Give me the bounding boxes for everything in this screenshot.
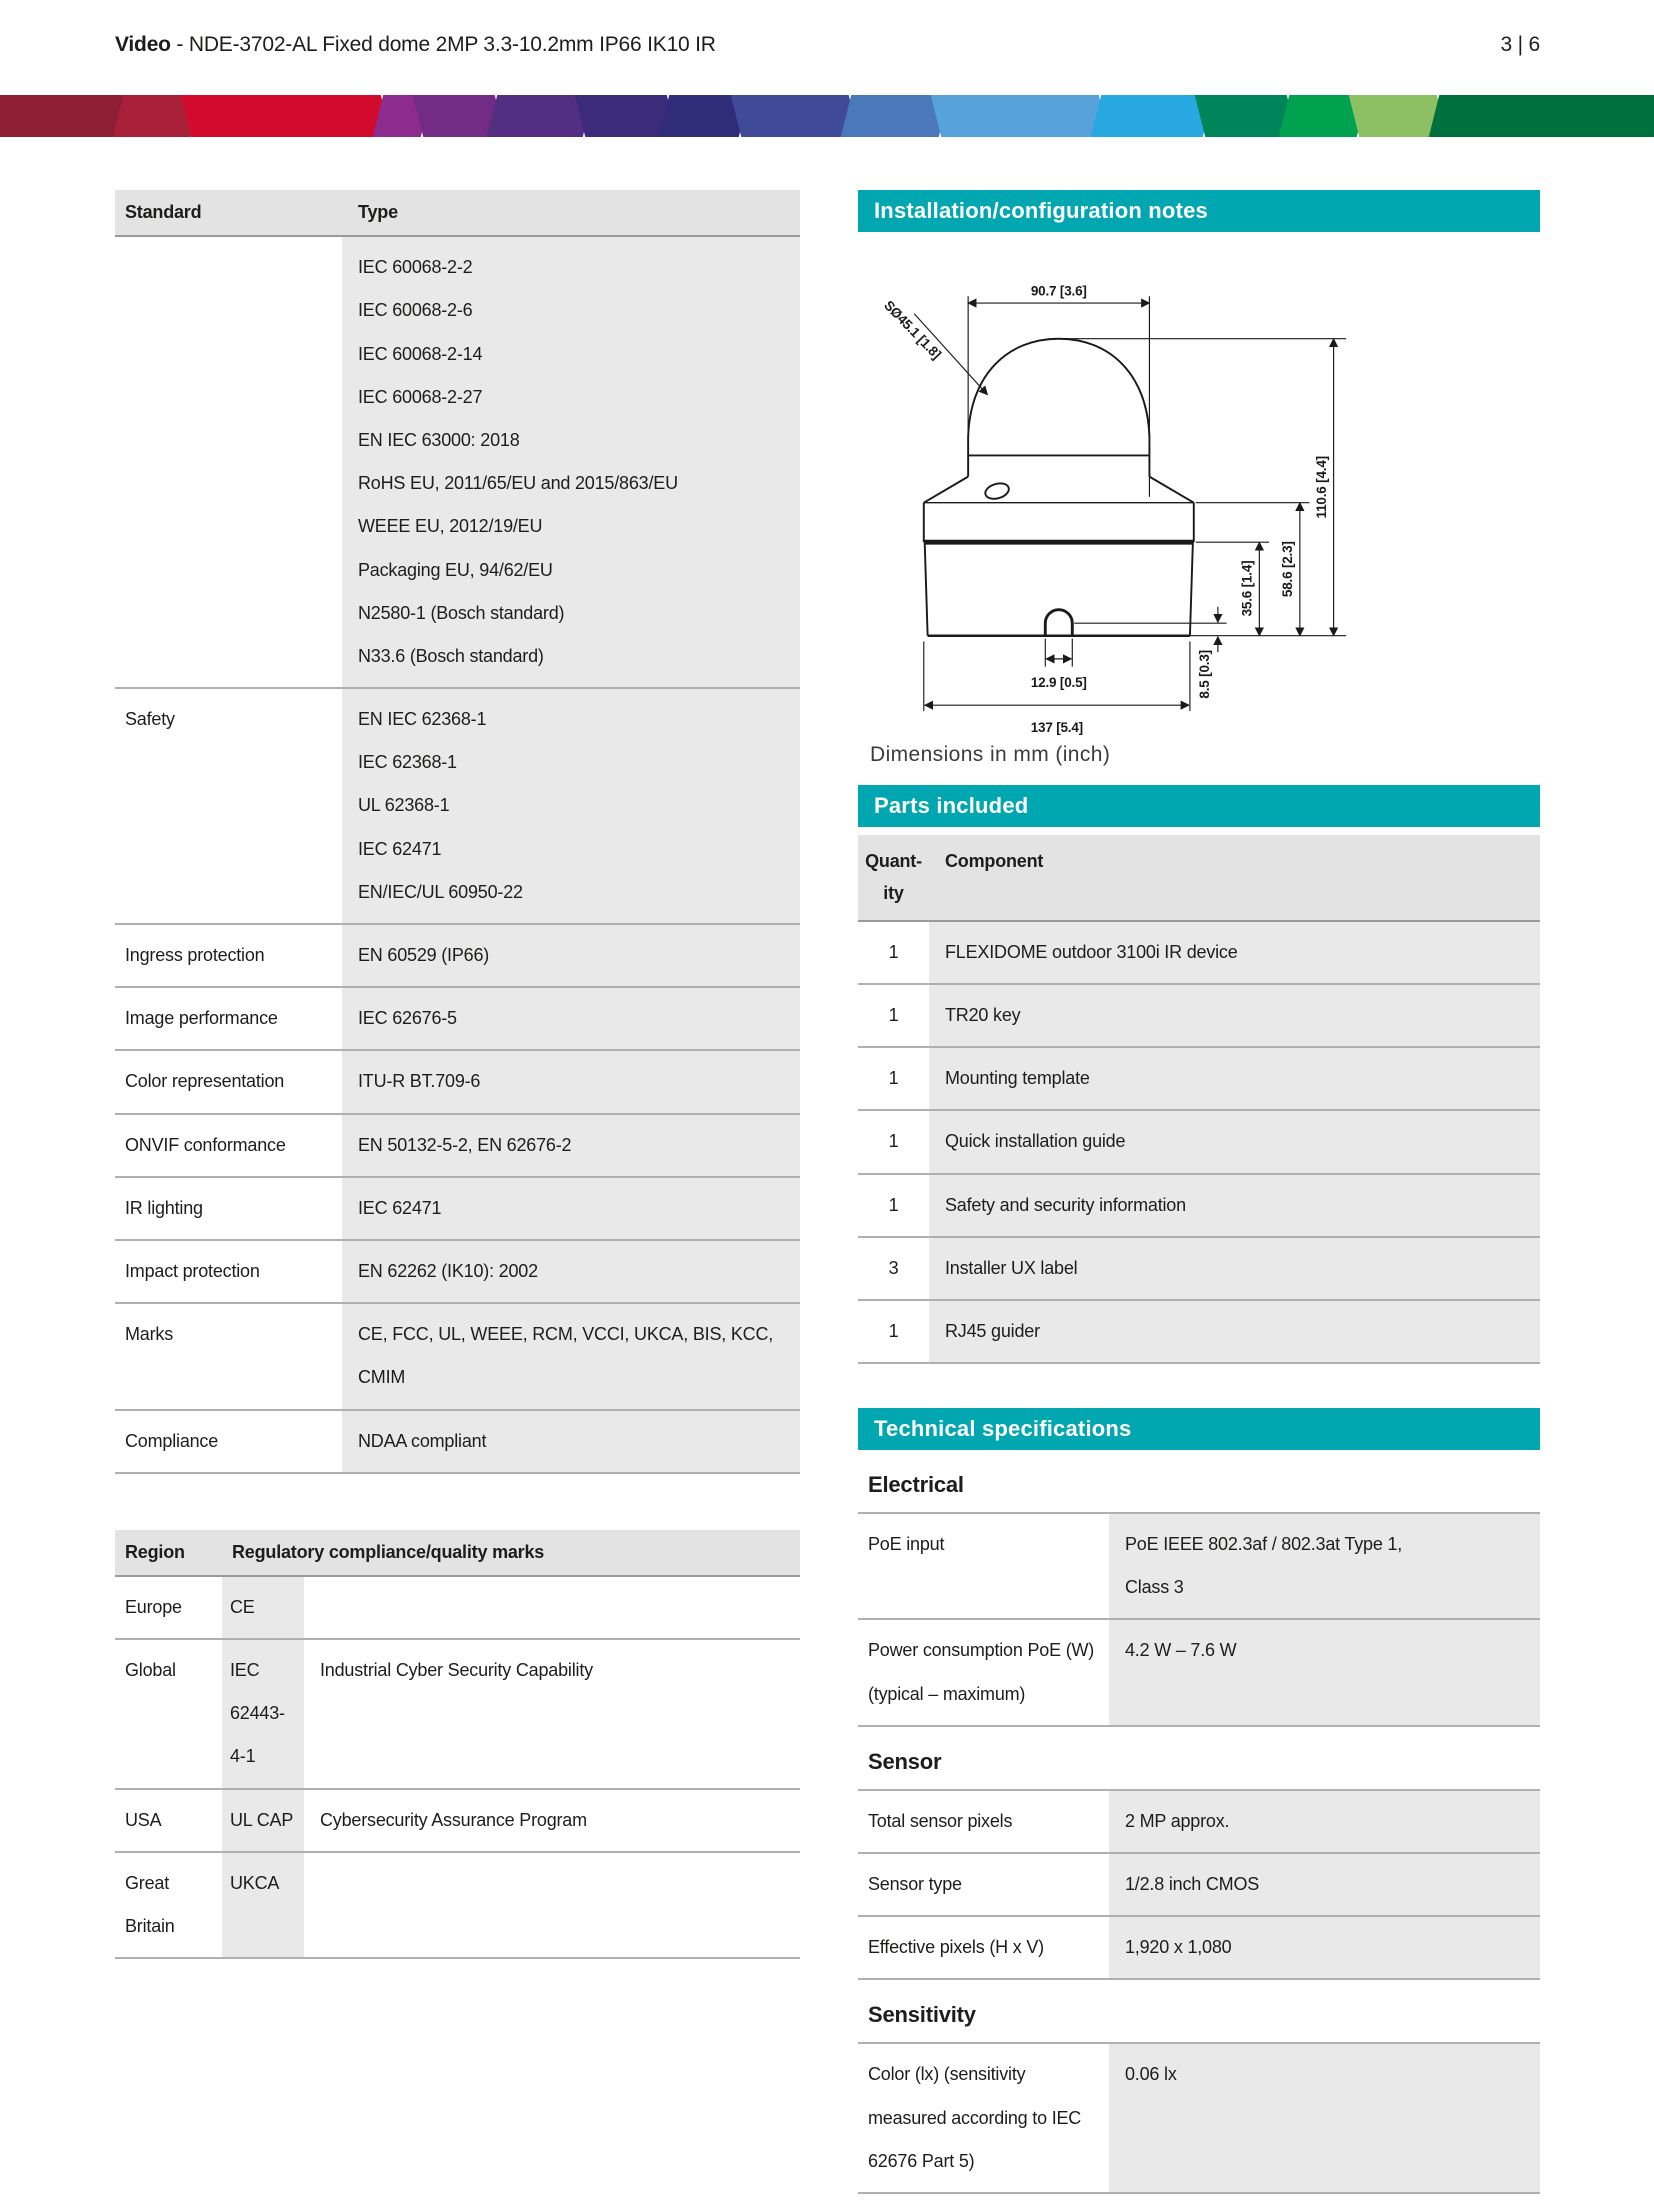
table-row (858, 1048, 1540, 1111)
page-title-separator: - (170, 33, 189, 56)
dim-notch-width: 12.9 [0.5] (1030, 674, 1087, 690)
row-label: IR lighting (125, 1197, 203, 1218)
table-row (115, 1241, 800, 1304)
region-marks: IEC 62443-4-1 (222, 1640, 304, 1788)
table-row (858, 2044, 1540, 2194)
part-component: Mounting template (929, 1048, 1540, 1109)
region-marks: UKCA (222, 1853, 304, 1957)
spec-label: Total sensor pixels (868, 1810, 1013, 1831)
part-quantity: 1 (888, 1131, 899, 1152)
section-title-sensitivity: Sensitivity (868, 2002, 976, 2028)
sensor-table (858, 1789, 1540, 1981)
page-title-text: NDE-3702-AL Fixed dome 2MP 3.3-10.2mm IP66 IK10 IR (188, 33, 716, 56)
row-value: NDAA compliant (342, 1411, 800, 1472)
table-row (115, 1577, 800, 1640)
table-row (115, 925, 800, 988)
table-row (115, 1115, 800, 1178)
row-label: Ingress protection (125, 945, 265, 965)
part-quantity: 1 (888, 1320, 899, 1341)
part-component: RJ45 guider (929, 1301, 1540, 1362)
table-row (858, 1917, 1540, 1980)
dimension-lines (914, 296, 1346, 711)
region-marks: CE (222, 1577, 304, 1638)
dimensions-caption: Dimensions in mm (inch) (870, 743, 1111, 766)
spec-value: PoE IEEE 802.3af / 802.3at Type 1, Class 3 (1109, 1514, 1540, 1618)
region-table-header (115, 1530, 800, 1577)
row-label: ONVIF conformance (125, 1134, 286, 1155)
spec-value: 0.06 lx (1109, 2044, 1540, 2192)
electrical-table (858, 1512, 1540, 1727)
page-header (115, 33, 1540, 57)
row-label (115, 237, 342, 687)
parts-table-header (858, 835, 1540, 922)
row-label: Marks (125, 1324, 173, 1345)
cable-notch (1045, 610, 1072, 636)
row-value: EN 60529 (IP66) (342, 925, 800, 986)
part-quantity: 1 (888, 1068, 899, 1089)
section-title-sensor: Sensor (868, 1748, 942, 1774)
region-marks: UL CAP (222, 1790, 304, 1851)
section-title-electrical: Electrical (868, 1472, 964, 1498)
spec-value: 1/2.8 inch CMOS (1109, 1854, 1540, 1915)
region-description: Cybersecurity Assurance Program (320, 1809, 587, 1830)
region-table (115, 1530, 800, 1960)
table-row (858, 1111, 1540, 1174)
table-row (858, 922, 1540, 985)
row-value: IEC 60068-2-2 IEC 60068-2-6 IEC 60068-2-14 IEC 60068-2-27 EN IEC 63000: 2018 RoHS EU, 2011/65/EU and 2015/863/EU WEEE EU, 2012/19/EU Packaging EU, 94/62/EU N2580-1 (Bosch standard) N33.6 (Bosch standard) (342, 237, 800, 687)
row-value: IEC 62676-5 (342, 988, 800, 1049)
region-header-marks: Regulatory compliance/quality marks (222, 1530, 800, 1575)
dim-notch-height: 8.5 [0.3] (1197, 650, 1213, 699)
camera-outline (924, 339, 1194, 636)
page-number: 3 | 6 (1500, 33, 1540, 56)
table-row (858, 1175, 1540, 1238)
parts-header-quantity-line1: Quant- (865, 851, 922, 871)
part-quantity: 1 (888, 1194, 899, 1215)
dimension-drawing (864, 250, 1540, 737)
dim-body-height: 58.6 [2.3] (1280, 541, 1296, 598)
table-row (858, 1854, 1540, 1917)
region-description (304, 1853, 800, 1957)
brand-colorbar (0, 95, 1654, 137)
parts-table (858, 835, 1540, 1364)
region-description (304, 1577, 800, 1638)
left-column (115, 190, 800, 1959)
row-value: CE, FCC, UL, WEEE, RCM, VCCI, UKCA, BIS, KCC, CMIM (342, 1304, 800, 1408)
table-row (115, 988, 800, 1051)
row-value: EN 50132-5-2, EN 62676-2 (342, 1115, 800, 1176)
standards-table (115, 190, 800, 1474)
region-name: USA (125, 1809, 162, 1830)
banner-installation-notes: Installation/configuration notes (858, 190, 1540, 232)
row-value: ITU-R BT.709-6 (342, 1051, 800, 1112)
standards-header-standard: Standard (115, 190, 342, 235)
table-row (115, 1304, 800, 1410)
region-description: Industrial Cyber Security Capability (320, 1660, 593, 1681)
row-label: Safety (125, 709, 175, 730)
dim-dome-width: 90.7 [3.6] (1030, 283, 1087, 299)
region-name: Great Britain (125, 1872, 175, 1936)
standards-header-type: Type (342, 190, 800, 235)
right-column (858, 190, 1540, 2194)
part-quantity: 1 (888, 1004, 899, 1025)
part-quantity: 3 (888, 1257, 899, 1278)
part-component: Safety and security information (929, 1175, 1540, 1236)
spec-label: Sensor type (868, 1874, 962, 1895)
table-row (858, 985, 1540, 1048)
part-component: FLEXIDOME outdoor 3100i IR device (929, 922, 1540, 983)
part-quantity: 1 (888, 941, 899, 962)
standards-table-header (115, 190, 800, 237)
spec-value: 4.2 W – 7.6 W (1109, 1620, 1540, 1724)
spec-label: Effective pixels (H x V) (868, 1937, 1044, 1958)
page-title-category: Video (115, 33, 171, 56)
spec-value: 2 MP approx. (1109, 1791, 1540, 1852)
row-value: EN IEC 62368-1 IEC 62368-1 UL 62368-1 IEC 62471 EN/IEC/UL 60950-22 (342, 689, 800, 923)
table-row (858, 1514, 1540, 1620)
table-row (858, 1620, 1540, 1726)
dim-base-width: 137 [5.4] (1030, 720, 1084, 736)
sensitivity-table (858, 2042, 1540, 2194)
table-row (115, 689, 800, 925)
dim-dome-diameter: SØ45.1 [1.8] (881, 297, 945, 362)
banner-technical-specifications: Technical specifications (858, 1408, 1540, 1450)
table-row (858, 1238, 1540, 1301)
table-row (115, 1640, 800, 1790)
row-label: Compliance (125, 1430, 219, 1451)
page-content (115, 190, 1540, 2194)
part-component: TR20 key (929, 985, 1540, 1046)
table-row (115, 1178, 800, 1241)
region-name: Europe (125, 1596, 182, 1617)
row-label: Impact protection (125, 1260, 260, 1281)
parts-header-component: Component (929, 835, 1540, 920)
spec-label: Power consumption PoE (W) (typical – maximum) (868, 1640, 1095, 1704)
page-title (115, 33, 716, 57)
spec-label: Color (lx) (sensitivity measured according to IEC 62676 Part 5) (868, 2064, 1082, 2171)
banner-parts-included: Parts included (858, 785, 1540, 827)
spec-value: 1,920 x 1,080 (1109, 1917, 1540, 1978)
table-row (858, 1791, 1540, 1854)
dim-lower-height: 35.6 [1.4] (1239, 560, 1255, 617)
table-row (115, 1411, 800, 1474)
row-value: IEC 62471 (342, 1178, 800, 1239)
spec-label: PoE input (868, 1534, 945, 1555)
table-row (115, 1051, 800, 1114)
region-header-region: Region (115, 1530, 222, 1575)
dome-outline (968, 339, 1149, 456)
table-row (115, 1790, 800, 1853)
camera-dimension-svg (864, 250, 1404, 737)
region-name: Global (125, 1660, 176, 1681)
table-row (858, 1301, 1540, 1364)
part-component: Installer UX label (929, 1238, 1540, 1299)
parts-header-quantity (858, 835, 929, 920)
parts-header-quantity-line2: ity (883, 883, 904, 904)
table-row (115, 1853, 800, 1959)
table-row (115, 237, 800, 689)
row-label: Color representation (125, 1071, 285, 1092)
row-label: Image performance (125, 1008, 278, 1029)
part-component: Quick installation guide (929, 1111, 1540, 1172)
dim-total-height: 110.6 [4.4] (1313, 456, 1329, 519)
row-value: EN 62262 (IK10): 2002 (342, 1241, 800, 1302)
shoulder-hole (983, 481, 1010, 502)
